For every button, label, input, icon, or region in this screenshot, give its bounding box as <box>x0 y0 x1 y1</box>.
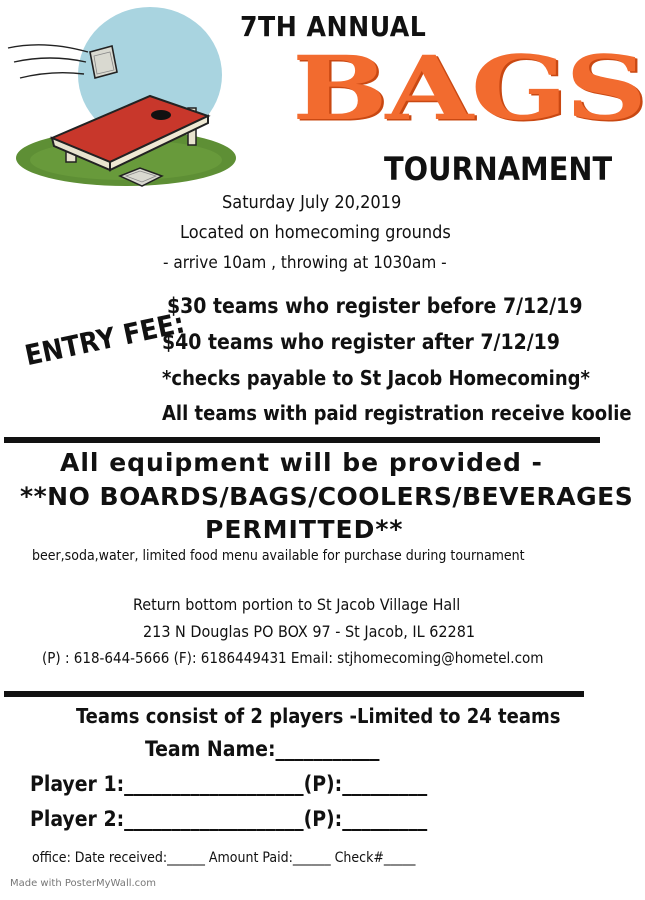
form-player-2: Player 2:___________________(P):_________ <box>30 807 428 831</box>
rules-permitted: PERMITTED** <box>205 515 404 544</box>
divider <box>4 437 600 443</box>
form-office-use: office: Date received:______ Amount Paid:______ Check#_____ <box>32 850 416 866</box>
contact-return: Return bottom portion to St Jacob Village Hall <box>133 595 461 614</box>
event-location: Located on homecoming grounds <box>180 222 451 243</box>
header-tournament: TOURNAMENT <box>384 150 613 188</box>
entry-fee-item: $40 teams who register after 7/12/19 <box>162 330 560 354</box>
entry-fee-item: All teams with paid registration receive koolie <box>162 401 632 425</box>
rules-food: beer,soda,water, limited food menu available for purchase during tournament <box>32 548 525 564</box>
flying-bag <box>90 46 117 78</box>
event-times: - arrive 10am , throwing at 1030am - <box>163 253 447 273</box>
rules-no-items: **NO BOARDS/BAGS/COOLERS/BEVERAGES <box>20 482 634 511</box>
header-annual: 7TH ANNUAL <box>240 10 427 43</box>
form-player-1: Player 1:___________________(P):_________ <box>30 772 428 796</box>
entry-fee-item: $30 teams who register before 7/12/19 <box>167 294 583 318</box>
contact-phone-email: (P) : 618-644-5666 (F): 6186449431 Email: stjhomecoming@hometel.com <box>42 649 544 667</box>
footer-credit: Made with PosterMyWall.com <box>10 878 157 889</box>
header-title-bags: BAGS <box>292 36 645 140</box>
form-teams-info: Teams consist of 2 players -Limited to 24 teams <box>76 704 561 728</box>
divider <box>4 691 584 697</box>
contact-address: 213 N Douglas PO BOX 97 - St Jacob, IL 62281 <box>143 622 475 641</box>
cornhole-illustration <box>0 0 250 195</box>
form-team-name: Team Name:___________ <box>145 737 380 761</box>
entry-fee-item: *checks payable to St Jacob Homecoming* <box>162 366 590 390</box>
rules-equipment: All equipment will be provided - <box>60 448 543 477</box>
event-date: Saturday July 20,2019 <box>222 192 402 213</box>
entry-fee-label: ENTRY FEE: <box>22 306 188 373</box>
motion-lines <box>8 45 88 78</box>
